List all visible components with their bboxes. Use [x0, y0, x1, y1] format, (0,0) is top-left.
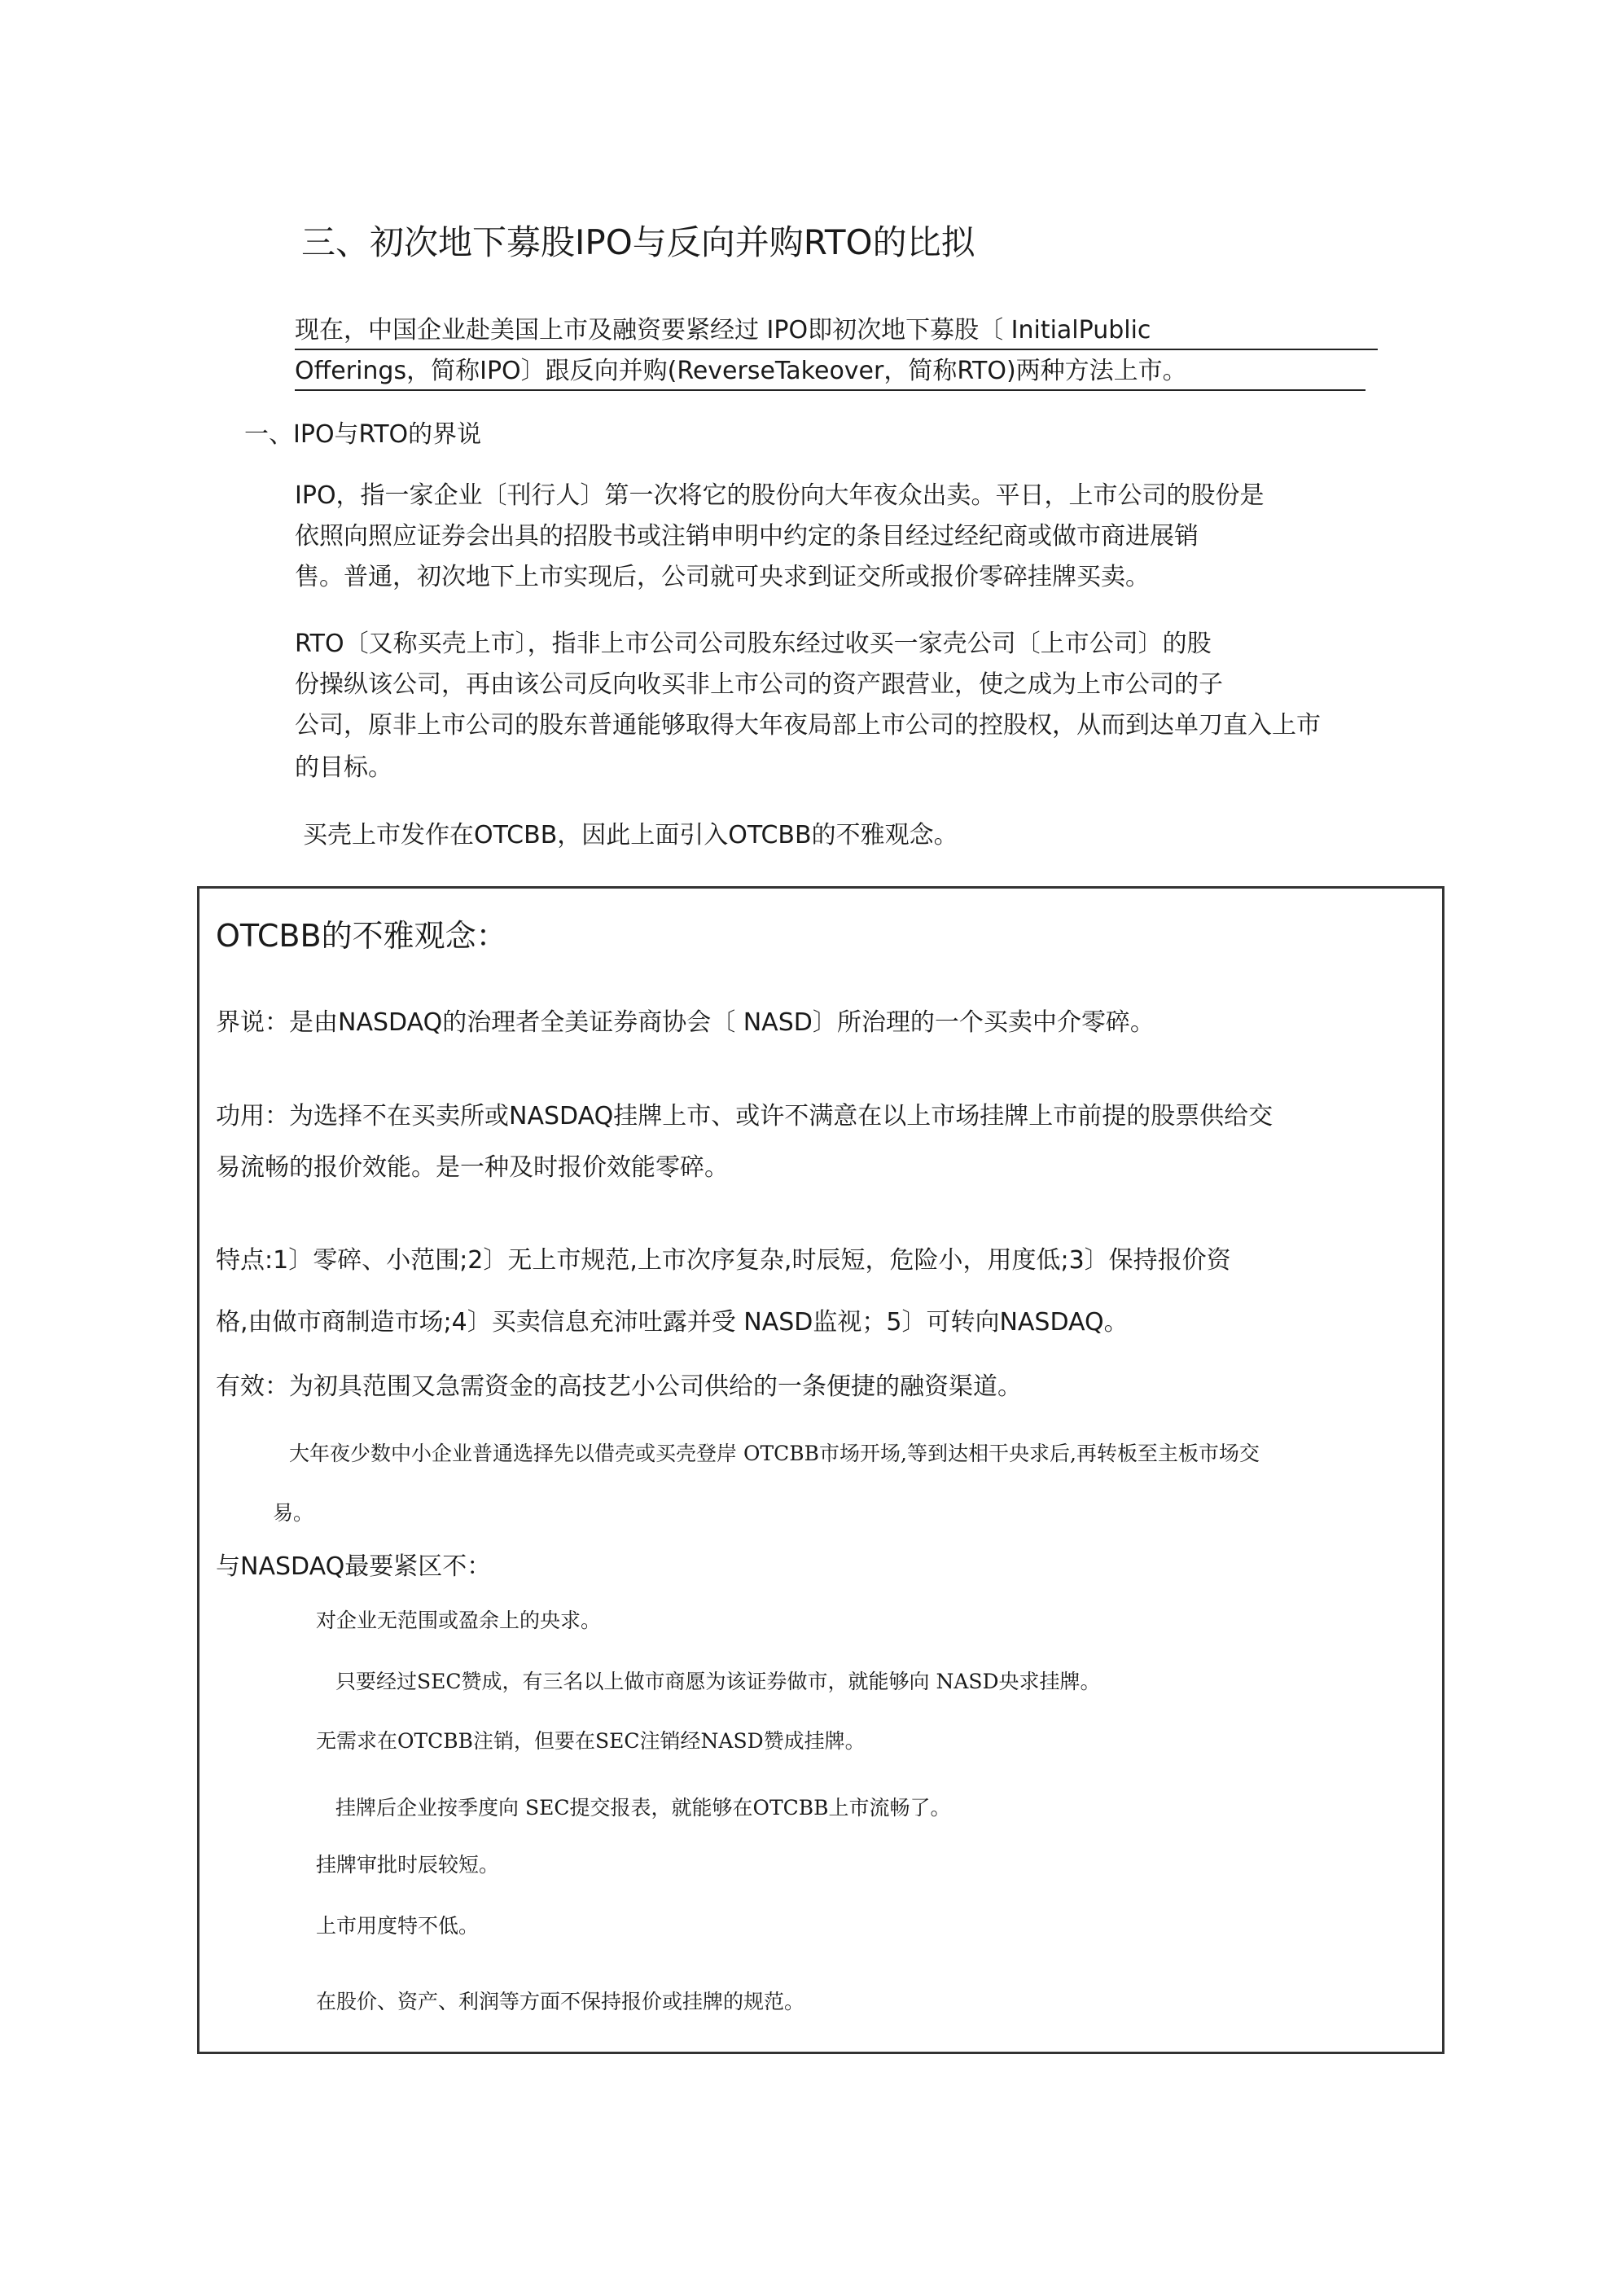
ipo-paragraph-line: 依照向照应证券会出具的招股书或注销申明中约定的条目经过经纪商或做市商进展销: [295, 522, 1199, 551]
effect-line: 有效：为初具范围又急需资金的高技艺小公司供给的一条便捷的融资渠道。: [216, 1372, 1022, 1401]
difference-heading: 与NASDAQ最要紧区不：: [216, 1552, 492, 1581]
difference-item: 只要经过SEC赞成，有三名以上做市商愿为该证券做市，就能够向 NASD央求挂牌。: [335, 1670, 1101, 1693]
rto-paragraph-line: 公司，原非上市公司的股东普通能够取得大年夜局部上市公司的控股权，从而到达单刀直入上市: [295, 711, 1321, 740]
function-line: 功用：为选择不在买卖所或NASDAQ挂牌上市、或许不满意在以上市场挂牌上市前提的股票供给交: [216, 1102, 1273, 1130]
difference-item: 在股价、资产、利润等方面不保持报价或挂牌的规范。: [316, 1990, 805, 2013]
otcbb-box: [197, 886, 1444, 2054]
rto-paragraph-line: 份操纵该公司，再由该公司反向收买非上市公司的资产跟营业，使之成为上市公司的子: [295, 670, 1223, 699]
intro-line-1: 现在，中国企业赴美国上市及融资要紧经过 IPO即初次地下募股〔 InitialPublic: [295, 309, 1378, 350]
section-heading: 一、IPO与RTO的界说: [244, 420, 482, 449]
otcbb-note: 买壳上市发作在OTCBB，因此上面引入OTCBB的不雅观念。: [303, 821, 958, 849]
difference-item: 上市用度特不低。: [316, 1914, 480, 1938]
difference-item: 挂牌审批时辰较短。: [316, 1853, 500, 1877]
small-note-line: 大年夜少数中小企业普通选择先以借壳或买壳登岸 OTCBB市场开场,等到达相干央求后,再转板至主板市场交: [289, 1442, 1260, 1465]
rto-paragraph-line: RTO〔又称买壳上市〕，指非上市公司公司股东经过收买一家壳公司〔上市公司〕的股: [295, 630, 1212, 658]
ipo-paragraph-line: 售。普通，初次地下上市实现后，公司就可央求到证交所或报价零碎挂牌买卖。: [295, 563, 1150, 591]
small-note-line: 易。: [273, 1501, 314, 1525]
difference-item: 对企业无范围或盈余上的央求。: [316, 1609, 602, 1632]
definition-line: 界说：是由NASDAQ的治理者全美证券商协会〔 NASD〕所治理的一个买卖中介零碎。: [216, 1008, 1155, 1037]
page-title: 三、初次地下募股IPO与反向并购RTO的比拟: [301, 222, 975, 262]
difference-item: 挂牌后企业按季度向 SEC提交报表，就能够在OTCBB上市流畅了。: [335, 1796, 951, 1820]
intro-line-2: Offerings，简称IPO〕跟反向并购(ReverseTakeover，简称RTO)两种方法上市。: [295, 350, 1366, 391]
features-line: 格,由做市商制造市场;4〕买卖信息充沛吐露并受 NASD监视；5〕可转向NASDAQ。: [216, 1308, 1129, 1337]
features-line: 特点:1〕零碎、小范围;2〕无上市规范,上市次序复杂,时辰短，危险小，用度低;3〕保持报价资: [216, 1246, 1231, 1275]
difference-item: 无需求在OTCBB注销，但要在SEC注销经NASD赞成挂牌。: [316, 1729, 866, 1753]
rto-paragraph-line: 的目标。: [295, 753, 392, 782]
function-line: 易流畅的报价效能。是一种及时报价效能零碎。: [216, 1153, 729, 1182]
box-title: OTCBB的不雅观念：: [216, 918, 507, 954]
ipo-paragraph-line: IPO，指一家企业〔刊行人〕第一次将它的股份向大年夜众出卖。平日，上市公司的股份是: [295, 481, 1265, 510]
